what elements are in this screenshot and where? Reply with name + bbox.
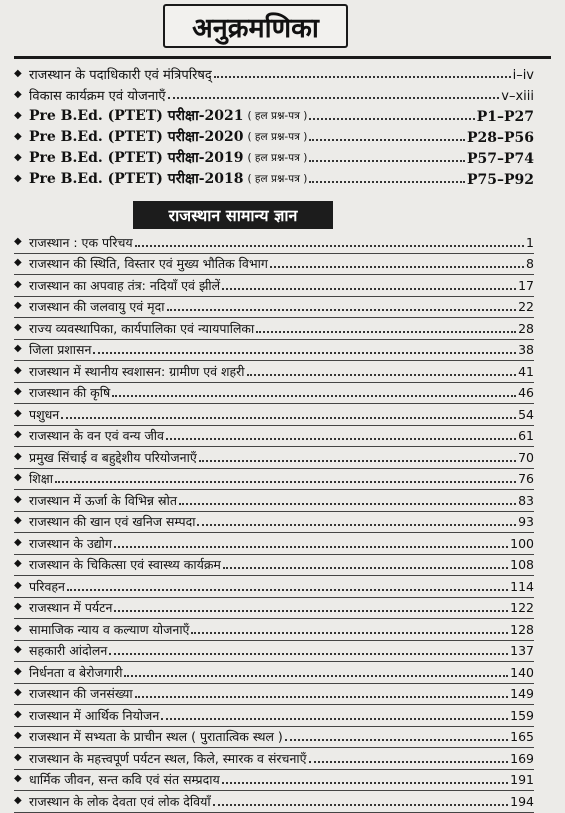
toc-row xyxy=(14,619,534,641)
dot-leader xyxy=(67,589,508,591)
front-matter-note: ( हल प्रश्न-पत्र ) xyxy=(247,152,308,164)
dot-leader xyxy=(285,739,508,741)
toc-row xyxy=(14,447,534,469)
dot-leader xyxy=(167,309,517,311)
front-matter-label: Pre B.Ed. (PTET) परीक्षा-2020 xyxy=(29,129,244,145)
diamond-bullet-icon: ◆ xyxy=(14,131,22,142)
toc-row xyxy=(14,598,534,620)
diamond-bullet-icon: ◆ xyxy=(14,407,22,419)
diamond-bullet-icon: ◆ xyxy=(14,89,22,100)
front-matter-label: Pre B.Ed. (PTET) परीक्षा-2021 xyxy=(29,108,244,124)
toc-page-number: 41 xyxy=(518,363,534,379)
toc-page-number: 38 xyxy=(518,342,534,357)
diamond-bullet-icon: ◆ xyxy=(14,644,22,655)
toc-page-number: 140 xyxy=(510,664,534,680)
front-matter-item xyxy=(14,167,534,188)
toc-page-number: 1 xyxy=(526,234,534,250)
diamond-bullet-icon: ◆ xyxy=(14,558,22,569)
toc-label: राजस्थान की जनसंख्या xyxy=(29,686,133,701)
front-matter-pages: P75–P92 xyxy=(466,172,534,188)
toc-row xyxy=(14,340,534,362)
front-matter-label: विकास कार्यक्रम एवं योजनाएँ xyxy=(29,89,166,104)
front-matter-label: Pre B.Ed. (PTET) परीक्षा-2018 xyxy=(29,171,244,187)
front-matter-label: राजस्थान के पदाधिकारी एवं मंत्रिपरिषद् xyxy=(29,68,212,83)
section-title: राजस्थान सामान्य ज्ञान xyxy=(168,206,298,225)
diamond-bullet-icon: ◆ xyxy=(14,601,22,612)
dot-leader xyxy=(214,76,511,78)
toc-label: परिवहन xyxy=(29,578,65,594)
toc-label: राजस्थान के चिकित्सा एवं स्वास्थ्य कार्यक्रम xyxy=(29,557,221,572)
toc-label: निर्धनता व बेरोजगारी xyxy=(29,664,123,680)
toc-label: राजस्थान में आर्थिक नियोजन xyxy=(29,707,160,723)
diamond-bullet-icon: ◆ xyxy=(14,751,22,763)
toc-page-number: 93 xyxy=(518,514,534,529)
toc-row xyxy=(14,555,534,577)
dot-leader xyxy=(135,245,524,247)
dot-leader xyxy=(179,503,516,505)
diamond-bullet-icon: ◆ xyxy=(14,386,22,397)
toc-row xyxy=(14,705,534,727)
toc-row xyxy=(14,275,534,297)
toc-label: राजस्थान में सभ्यता के प्राचीन स्थल ( पुरातात्विक स्थल ) xyxy=(29,729,283,744)
toc-label: राज्य व्यवस्थापिका, कार्यपालिका एवं न्यायपालिका xyxy=(29,320,255,336)
toc-page-number: 100 xyxy=(510,535,534,551)
toc-list xyxy=(14,232,534,813)
diamond-bullet-icon: ◆ xyxy=(14,300,22,311)
diamond-bullet-icon: ◆ xyxy=(14,321,22,333)
toc-page-number: 137 xyxy=(510,643,534,658)
toc-page-number: 8 xyxy=(526,256,534,271)
dot-leader xyxy=(309,139,465,141)
toc-row xyxy=(14,232,534,254)
dot-leader xyxy=(222,782,508,784)
dot-leader xyxy=(197,524,516,526)
dot-leader xyxy=(270,266,524,268)
toc-row xyxy=(14,254,534,276)
toc-row xyxy=(14,641,534,663)
front-matter-item xyxy=(14,62,534,83)
toc-row xyxy=(14,533,534,555)
toc-row xyxy=(14,490,534,512)
front-matter-list xyxy=(14,62,534,188)
page-title: अनुक्रमणिका xyxy=(192,12,319,44)
front-matter-pages: P57–P74 xyxy=(466,151,534,167)
toc-row xyxy=(14,512,534,534)
front-matter-note: ( हल प्रश्न-पत्र ) xyxy=(247,110,308,122)
dot-leader xyxy=(114,610,508,612)
dot-leader xyxy=(93,352,516,354)
diamond-bullet-icon: ◆ xyxy=(14,343,22,354)
toc-label: सहकारी आंदोलन xyxy=(29,643,108,658)
toc-page-number: 165 xyxy=(510,729,534,744)
diamond-bullet-icon: ◆ xyxy=(14,68,22,79)
dot-leader xyxy=(199,460,516,462)
toc-page-number: 108 xyxy=(510,557,534,572)
diamond-bullet-icon: ◆ xyxy=(14,110,22,121)
front-matter-note: ( हल प्रश्न-पत्र ) xyxy=(247,131,308,143)
front-matter-pages: v–xiii xyxy=(501,89,534,104)
dot-leader xyxy=(309,181,465,183)
diamond-bullet-icon: ◆ xyxy=(14,450,22,462)
dot-leader xyxy=(161,718,508,720)
toc-page-number: 128 xyxy=(510,621,534,637)
toc-row xyxy=(14,684,534,706)
front-matter-pages: P1–P27 xyxy=(476,109,534,125)
toc-label: राजस्थान के वन एवं वन्य जीव xyxy=(29,428,164,443)
dot-leader xyxy=(168,97,500,99)
toc-page-number: 54 xyxy=(518,406,534,422)
toc-label: राजस्थान में स्थानीय स्वशासन: ग्रामीण एवं शहरी xyxy=(29,363,245,379)
toc-label: राजस्थान : एक परिचय xyxy=(29,234,133,250)
dot-leader xyxy=(61,417,516,419)
front-matter-note: ( हल प्रश्न-पत्र ) xyxy=(247,173,308,185)
toc-label: राजस्थान की खान एवं खनिज सम्पदा xyxy=(29,514,196,529)
toc-page-number: 28 xyxy=(518,320,534,336)
toc-label: जिला प्रशासन xyxy=(29,342,92,357)
toc-page-number: 194 xyxy=(510,793,534,809)
title-box xyxy=(163,4,348,48)
title-rule xyxy=(14,56,551,59)
diamond-bullet-icon: ◆ xyxy=(14,429,22,440)
front-matter-pages: i–iv xyxy=(512,68,534,83)
toc-page-number: 17 xyxy=(518,277,534,293)
dot-leader xyxy=(309,761,509,763)
diamond-bullet-icon: ◆ xyxy=(14,665,22,677)
front-matter-item xyxy=(14,104,534,125)
toc-row xyxy=(14,727,534,749)
toc-page-number: 83 xyxy=(518,492,534,508)
toc-page-number: 46 xyxy=(518,385,534,400)
toc-page-number: 169 xyxy=(510,750,534,766)
diamond-bullet-icon: ◆ xyxy=(14,472,22,483)
dot-leader xyxy=(213,804,509,806)
dot-leader xyxy=(114,546,508,548)
toc-label: सामाजिक न्याय व कल्याण योजनाएँ xyxy=(29,621,190,637)
toc-row xyxy=(14,662,534,684)
dot-leader xyxy=(191,632,508,634)
toc-page-number: 22 xyxy=(518,299,534,314)
dot-leader xyxy=(55,481,516,483)
diamond-bullet-icon: ◆ xyxy=(14,622,22,634)
diamond-bullet-icon: ◆ xyxy=(14,536,22,548)
front-matter-item xyxy=(14,146,534,167)
toc-row xyxy=(14,426,534,448)
front-matter-pages: P28–P56 xyxy=(466,130,534,146)
toc-row xyxy=(14,576,534,598)
diamond-bullet-icon: ◆ xyxy=(14,730,22,741)
toc-row xyxy=(14,383,534,405)
dot-leader xyxy=(309,118,474,120)
diamond-bullet-icon: ◆ xyxy=(14,708,22,720)
toc-page-number: 61 xyxy=(518,428,534,443)
dot-leader xyxy=(222,288,516,290)
toc-label: राजस्थान में पर्यटन xyxy=(29,600,113,615)
dot-leader xyxy=(256,331,516,333)
title-area xyxy=(0,0,565,58)
diamond-bullet-icon: ◆ xyxy=(14,235,22,247)
toc-label: राजस्थान के लोक देवता एवं लोक देवियाँ xyxy=(29,793,211,809)
front-matter-item xyxy=(14,83,534,104)
diamond-bullet-icon: ◆ xyxy=(14,152,22,163)
diamond-bullet-icon: ◆ xyxy=(14,687,22,698)
toc-row xyxy=(14,770,534,792)
diamond-bullet-icon: ◆ xyxy=(14,364,22,376)
toc-page-number: 76 xyxy=(518,471,534,486)
toc-page-number: 159 xyxy=(510,707,534,723)
toc-page-number: 70 xyxy=(518,449,534,465)
front-matter-item xyxy=(14,125,534,146)
dot-leader xyxy=(124,675,508,677)
dot-leader xyxy=(112,395,516,397)
toc-label: राजस्थान की स्थिति, विस्तार एवं मुख्य भौतिक विभाग xyxy=(29,256,268,271)
diamond-bullet-icon: ◆ xyxy=(14,493,22,505)
toc-page-number: 122 xyxy=(510,600,534,615)
diamond-bullet-icon: ◆ xyxy=(14,278,22,290)
front-matter-label: Pre B.Ed. (PTET) परीक्षा-2019 xyxy=(29,150,244,166)
dot-leader xyxy=(247,374,517,376)
section-heading xyxy=(133,201,333,229)
toc-label: प्रमुख सिंचाई व बहुद्देशीय परियोजनाएँ xyxy=(29,449,197,465)
toc-row xyxy=(14,791,534,813)
dot-leader xyxy=(109,653,508,655)
diamond-bullet-icon: ◆ xyxy=(14,794,22,806)
diamond-bullet-icon: ◆ xyxy=(14,173,22,184)
dot-leader xyxy=(309,160,465,162)
toc-label: राजस्थान की कृषि xyxy=(29,385,111,400)
diamond-bullet-icon: ◆ xyxy=(14,773,22,784)
diamond-bullet-icon: ◆ xyxy=(14,257,22,268)
toc-row xyxy=(14,404,534,426)
toc-page-number: 149 xyxy=(510,686,534,701)
toc-row xyxy=(14,361,534,383)
toc-label: राजस्थान का अपवाह तंत्र: नदियाँ एवं झीलें xyxy=(29,277,221,293)
dot-leader xyxy=(166,438,516,440)
toc-page-number: 114 xyxy=(510,578,534,594)
toc-label: राजस्थान की जलवायु एवं मृदा xyxy=(29,299,165,314)
toc-label: धार्मिक जीवन, सन्त कवि एवं संत सम्प्रदाय xyxy=(29,772,220,787)
toc-label: राजस्थान के महत्त्वपूर्ण पर्यटन स्थल, किले, स्मारक व संरचनाएँ xyxy=(29,750,307,766)
toc-label: शिक्षा xyxy=(29,471,53,486)
toc-row xyxy=(14,748,534,770)
dot-leader xyxy=(223,567,508,569)
diamond-bullet-icon: ◆ xyxy=(14,579,22,591)
dot-leader xyxy=(135,696,508,698)
toc-label: पशुधन xyxy=(29,406,60,422)
toc-label: राजस्थान में ऊर्जा के विभिन्न स्रोत xyxy=(29,492,177,508)
toc-row xyxy=(14,469,534,491)
toc-label: राजस्थान के उद्योग xyxy=(29,535,112,551)
toc-page-number: 191 xyxy=(510,772,534,787)
toc-row xyxy=(14,318,534,340)
diamond-bullet-icon: ◆ xyxy=(14,515,22,526)
toc-row xyxy=(14,297,534,319)
